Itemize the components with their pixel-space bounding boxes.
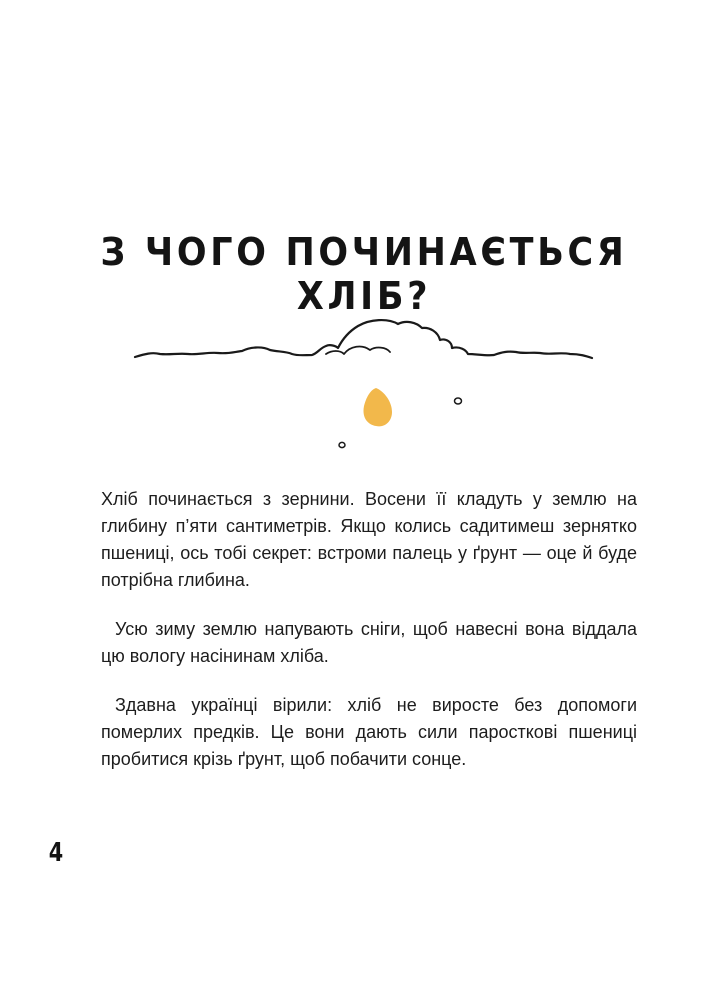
paragraph-1: Хліб починається з зернини. Восени її кладуть у землю на глибину п’яти сантиметрів. Якщо колись садитимеш зернятко пшениці, ось тобі секрет: встроми палець у ґрунт — оце й буде потрібна глибина. [101, 489, 637, 590]
pebble-icon [455, 398, 462, 404]
paragraph-3: Здавна українці вірили: хліб не виросте без допомоги померлих предків. Це вони дають сили паросткові пшениці пробитися крізь ґрунт, щоб побачити сонце. [101, 695, 637, 769]
seed-icon [364, 388, 393, 426]
page-title: З ЧОГО ПОЧИНАЄТЬСЯ ХЛІБ? [100, 230, 628, 319]
paragraph-2: Усю зиму землю напувають сніги, щоб навесні вона віддала цю вологу насінинам хліба. [101, 619, 637, 666]
pebble-icon [339, 442, 345, 447]
ground-line [135, 320, 592, 358]
body-text [101, 486, 637, 795]
page-number: 4 [48, 838, 64, 868]
mound-inner-line [326, 347, 390, 354]
soil-seed-illustration [130, 310, 600, 460]
